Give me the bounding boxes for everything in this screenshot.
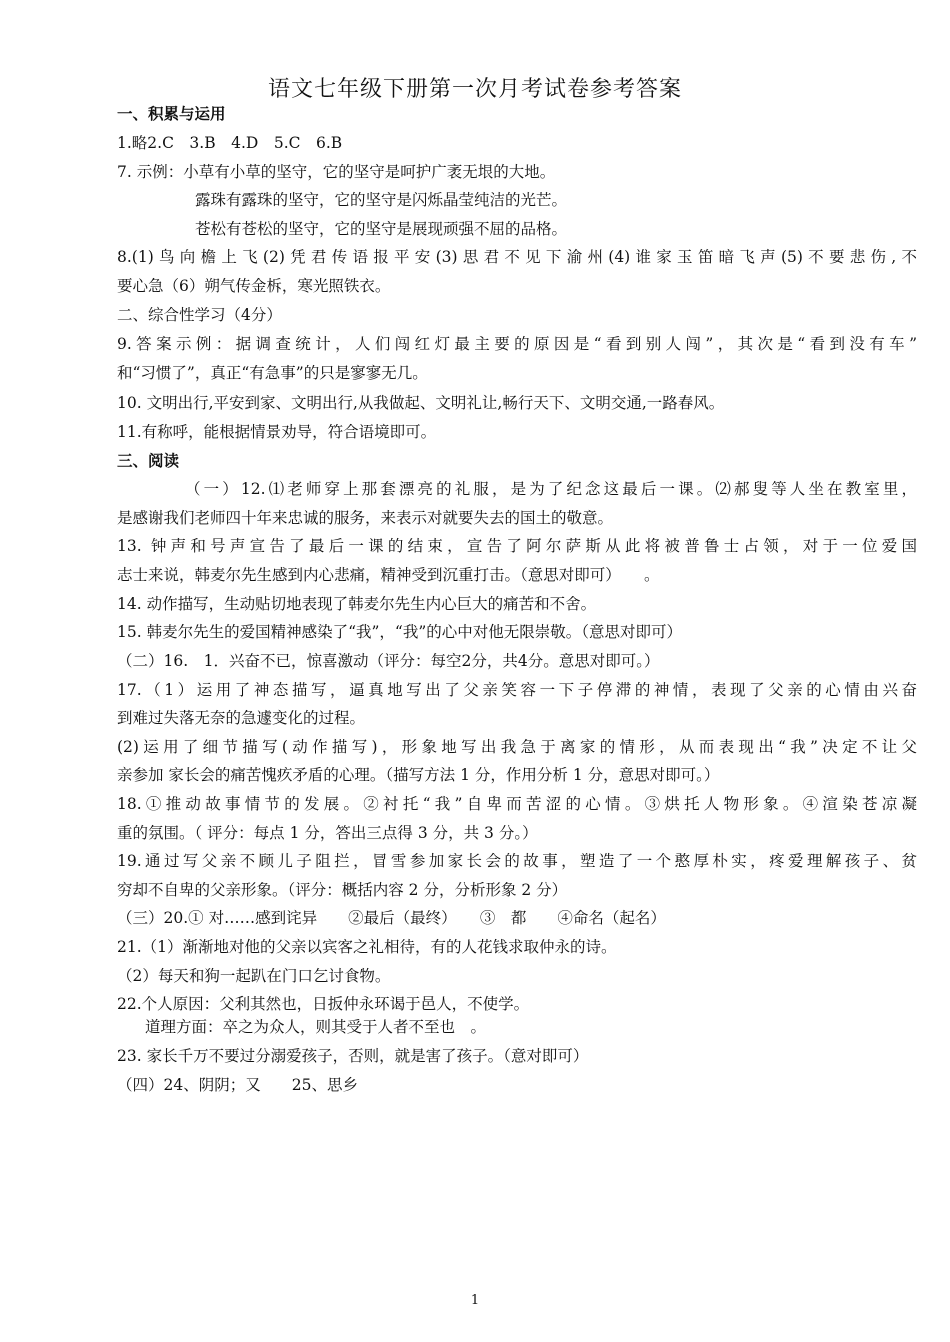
section-heading-3: 三、阅读 — [117, 452, 180, 470]
answer-line: 13. 钟声和号声宣告了最后一课的结束，宣告了阿尔萨斯从此将被普鲁士占领，对于一位爱国 — [117, 537, 917, 555]
answer-line: 14. 动作描写，生动贴切地表现了韩麦尔先生内心巨大的痛苦和不舍。 — [117, 595, 597, 613]
answer-line: 露珠有露珠的坚守，它的坚守是闪烁晶莹纯洁的光芒。 — [195, 191, 568, 209]
answer-line: 是感谢我们老师四十年来忠诚的服务，来表示对就要失去的国土的敬意。 — [117, 509, 614, 527]
answer-line: 10. 文明出行,平安到家、文明出行,从我做起、文明礼让,畅行天下、文明交通,一路春风。 — [117, 394, 725, 412]
answer-line: 和“习惯了”，真正“有急事”的只是寥寥无几。 — [117, 364, 428, 382]
answer-line: （四）24、阴阴；又 25、思乡 — [117, 1076, 358, 1094]
answer-line: 1.略2.C 3.B 4.D 5.C 6.B — [117, 134, 343, 152]
answer-line: （二）16. 1．兴奋不已，惊喜激动（评分：每空2分，共4分。意思对即可。） — [117, 652, 660, 670]
answer-line: 到难过失落无奈的急遽变化的过程。 — [117, 709, 366, 727]
answer-line: 志士来说，韩麦尔先生感到内心悲痛，精神受到沉重打击。（意思对即可） 。 — [117, 566, 660, 584]
answer-line: 8.(1)鸟向檐上飞(2)凭君传语报平安(3)思君不见下渝州(4)谁家玉笛暗飞声(5)不要悲伤,不 — [117, 248, 917, 266]
answer-line: （一）12.⑴老师穿上那套漂亮的礼服，是为了纪念这最后一课。⑵郝叟等人坐在教室里， — [185, 480, 917, 498]
answer-line: （三）20.① 对……感到诧异 ②最后（最终） ③ 都 ④命名（起名） — [117, 909, 666, 927]
answer-line: 重的氛围。（ 评分：每点 1 分，答出三点得 3 分，共 3 分。） — [117, 824, 538, 842]
answer-line: 要心急（6）朔气传金柝，寒光照铁衣。 — [117, 277, 391, 295]
answer-line: 15. 韩麦尔先生的爱国精神感染了“我”，“我”的心中对他无限崇敬。（意思对即可） — [117, 623, 683, 641]
answer-line: （2）每天和狗一起趴在门口乞讨食物。 — [117, 967, 391, 985]
answer-line: 道理方面：卒之为众人，则其受于人者不至也 。 — [145, 1018, 487, 1036]
answer-line: (2)运用了细节描写(动作描写)，形象地写出我急于离家的情形，从而表现出“我”决定不让父 — [117, 738, 917, 756]
answer-line: 19.通过写父亲不顾儿子阻拦，冒雪参加家长会的故事，塑造了一个憨厚朴实，疼爱理解孩子、贫 — [117, 852, 917, 870]
page-number: 1 — [470, 1293, 480, 1308]
answer-line: 亲参加 家长会的痛苦愧疚矛盾的心理。（描写方法 1 分，作用分析 1 分，意思对即可。） — [117, 766, 720, 784]
section-heading-1: 一、积累与运用 — [117, 105, 226, 123]
answer-line: 9.答案示例：据调查统计，人们闯红灯最主要的原因是“看到别人闯”，其次是“看到没有车” — [117, 335, 917, 353]
document-title: 语文七年级下册第一次月考试卷参考答案 — [267, 77, 682, 102]
answer-line: 7. 示例：小草有小草的坚守，它的坚守是呵护广袤无垠的大地。 — [117, 163, 556, 181]
section-heading-2: 二、综合性学习（4分） — [117, 306, 282, 324]
answer-line: 苍松有苍松的坚守，它的坚守是展现顽强不屈的品格。 — [195, 220, 568, 238]
answer-line: 11.有称呼，能根据情景劝导，符合语境即可。 — [117, 423, 437, 441]
answer-line: 22.个人原因：父利其然也，日扳仲永环谒于邑人，不使学。 — [117, 995, 530, 1013]
answer-line: 17.（1）运用了神态描写，逼真地写出了父亲笑容一下子停滞的神情，表现了父亲的心情由兴奋 — [117, 681, 917, 699]
answer-line: 穷却不自卑的父亲形象。（评分：概括内容 2 分，分析形象 2 分） — [117, 881, 568, 899]
answer-line: 23. 家长千万不要过分溺爱孩子，否则，就是害了孩子。（意对即可） — [117, 1047, 589, 1065]
answer-line: 21.（1）渐渐地对他的父亲以宾客之礼相待，有的人花钱求取仲永的诗。 — [117, 938, 617, 956]
answer-line: 18.①推动故事情节的发展。②衬托“我”自卑而苦涩的心情。③烘托人物形象。④渲染苍凉凝 — [117, 795, 917, 813]
